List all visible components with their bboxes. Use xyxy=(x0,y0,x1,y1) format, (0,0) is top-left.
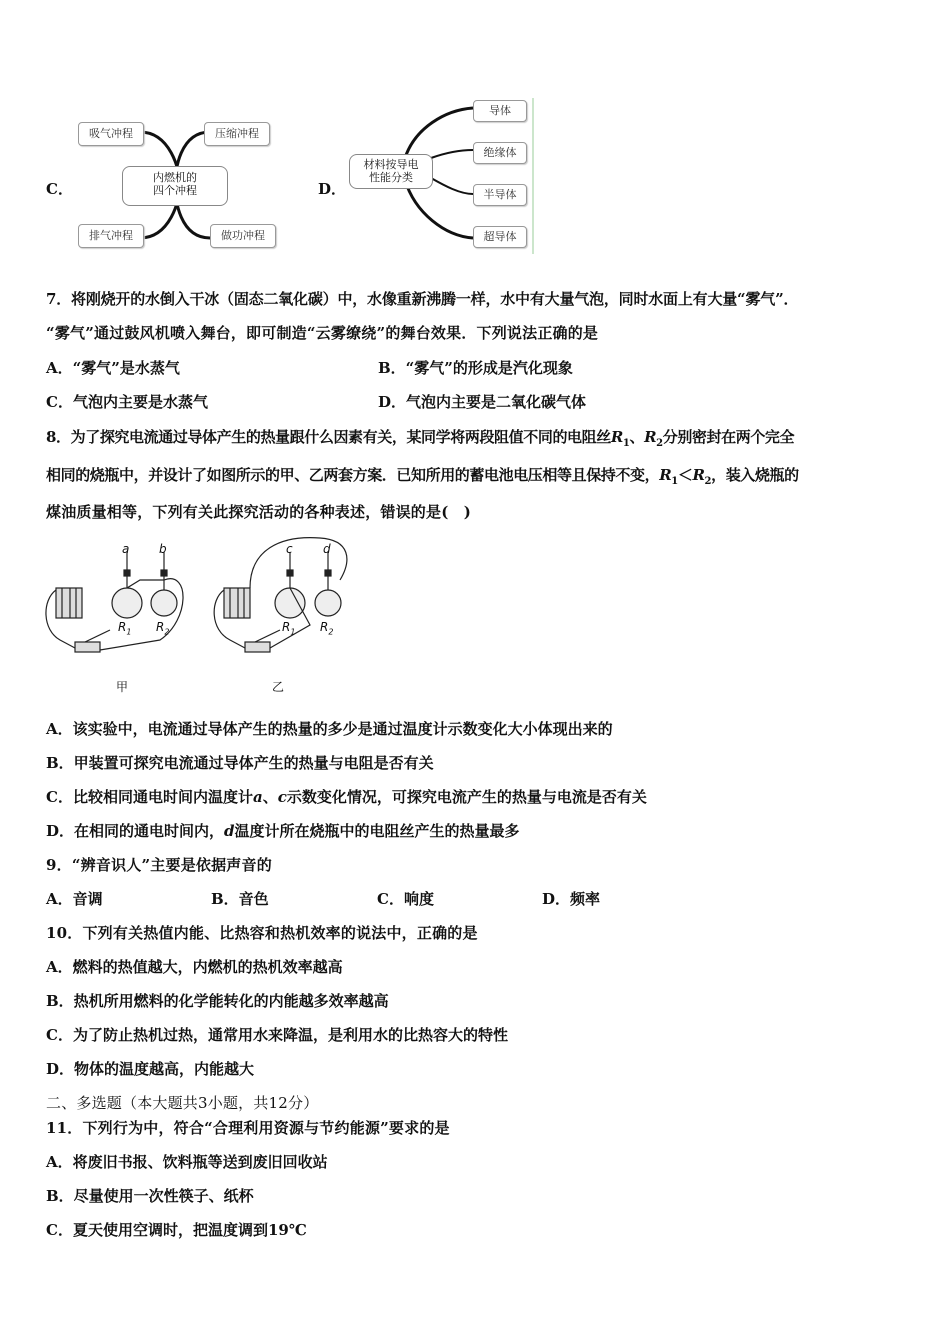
q11-option-c: C．夏天使用空调时，把温度调到19℃ xyxy=(46,1221,307,1239)
fig-yi-r1-sub: 1 xyxy=(290,627,296,637)
q9-option-b: B．音色 xyxy=(211,890,269,908)
q7-option-c: C．气泡内主要是水蒸气 xyxy=(46,393,208,411)
fig-jia-r1 xyxy=(118,620,131,636)
fig-jia-r2 xyxy=(156,620,169,636)
fig-jia-r1-sub: 1 xyxy=(126,627,132,637)
q8-line2-text-a: 相同的烧瓶中，并设计了如图所示的甲、乙两套方案．已知所用的蓄电池电压相等且保持不变， xyxy=(46,466,660,484)
q8-c-text-a: C．比较相同通电时间内温度计 xyxy=(46,788,253,806)
q8-line2-text-g: ，装入烧瓶的 xyxy=(711,466,799,484)
fig-yi-r2-text: R xyxy=(320,620,329,634)
q8-d-var-d: d xyxy=(224,822,235,840)
q9-option-c: C．响度 xyxy=(377,890,434,908)
q8-stem-line1 xyxy=(46,426,794,449)
q8-line1-r2-sub: 2 xyxy=(656,438,663,449)
q9-stem: 9．“辨音识人”主要是依据声音的 xyxy=(46,856,272,874)
q10-stem: 10．下列有关热值内能、比热容和热机效率的说法中，正确的是 xyxy=(46,924,478,942)
mindmap-d-item-1: 导体 xyxy=(473,100,527,122)
circuit-jia xyxy=(46,552,183,652)
q8-circuit-figure xyxy=(40,530,370,700)
fig-jia-r1-text: R xyxy=(118,620,127,634)
q7-stem-line1: 7．将刚烧开的水倒入干冰（固态二氧化碳）中，水像重新沸腾一样，水中有大量气泡，同时水面上有大量“雾气”． xyxy=(46,290,799,308)
q6-mindmap-c xyxy=(70,110,290,260)
mindmap-d-center-line2: 性能分类 xyxy=(369,171,413,184)
fig-label-b: b xyxy=(159,542,167,556)
mindmap-d-item-3: 半导体 xyxy=(473,184,527,206)
q8-option-b: B．甲装置可探究电流通过导体产生的热量与电阻是否有关 xyxy=(46,754,434,772)
q8-line2-r2: R xyxy=(692,466,705,484)
circuit-drawing xyxy=(40,530,370,700)
q10-option-b: B．热机所用燃料的化学能转化的内能越多效率越高 xyxy=(46,992,389,1010)
q6-option-d-label: D． xyxy=(318,180,347,198)
mindmap-c-bottom-right: 做功冲程 xyxy=(210,224,276,248)
mindmap-c-center xyxy=(122,166,228,206)
q8-stem-line3: 煤油质量相等，下列有关此探究活动的各种表述，错误的是( ) xyxy=(46,503,471,521)
fig-jia-r2-sub: 2 xyxy=(164,627,170,637)
q8-line1-text-g: 分别密封在两个完全 xyxy=(662,428,795,446)
fig-caption-jia: 甲 xyxy=(116,680,129,694)
q8-c-sep: 、 xyxy=(262,788,278,806)
q6-option-c-label: C． xyxy=(46,180,73,198)
q8-line2-lt: ＜ xyxy=(677,466,693,484)
q6-mindmap-d xyxy=(345,98,545,254)
mindmap-d-center xyxy=(349,154,433,189)
q8-line1-sep: 、 xyxy=(629,428,645,446)
q10-option-c: C．为了防止热机过热，通常用水来降温，是利用水的比热容大的特性 xyxy=(46,1026,508,1044)
fig-jia-r2-text: R xyxy=(156,620,165,634)
mindmap-c-center-line2: 四个冲程 xyxy=(153,184,197,197)
q9-option-d: D．频率 xyxy=(542,890,601,908)
fig-yi-r2 xyxy=(320,620,333,636)
q8-c-text-e: 示数变化情况，可探究电流产生的热量与电流是否有关 xyxy=(286,788,647,806)
mindmap-c-top-right: 压缩冲程 xyxy=(204,122,270,146)
mindmap-c-center-line1: 内燃机的 xyxy=(153,171,197,184)
q7-option-d: D．气泡内主要是二氧化碳气体 xyxy=(378,393,587,411)
q11-option-a: A．将废旧书报、饮料瓶等送到废旧回收站 xyxy=(46,1153,328,1171)
q8-d-text-c: 温度计所在烧瓶中的电阻丝产生的热量最多 xyxy=(234,822,520,840)
q8-line2-r2-sub: 2 xyxy=(704,476,712,487)
q8-line1-text-a: 8．为了探究电流通过导体产生的热量跟什么因素有关，某同学将两段阻值不同的电阻丝 xyxy=(46,428,611,446)
mindmap-d-item-2: 绝缘体 xyxy=(473,142,527,164)
q7-option-a: A．“雾气”是水蒸气 xyxy=(46,359,180,377)
q11-stem: 11．下列行为中，符合“合理利用资源与节约能源”要求的是 xyxy=(46,1119,450,1137)
mindmap-d-center-line1: 材料按导电 xyxy=(363,158,419,171)
q10-option-a: A．燃料的热值越大，内燃机的热机效率越高 xyxy=(46,958,343,976)
mindmap-d-item-4: 超导体 xyxy=(473,226,527,248)
q8-c-var-a: a xyxy=(252,788,263,806)
fig-label-d: d xyxy=(323,542,331,556)
fig-caption-yi: 乙 xyxy=(272,680,285,694)
q8-option-c xyxy=(46,786,647,807)
fig-yi-r1-text: R xyxy=(282,620,291,634)
q8-stem-line2 xyxy=(46,464,799,487)
mindmap-c-bottom-left: 排气冲程 xyxy=(78,224,144,248)
q8-c-var-c: c xyxy=(277,788,287,806)
q8-option-d xyxy=(46,820,520,841)
fig-label-a: a xyxy=(122,542,130,556)
q9-option-a: A．音调 xyxy=(46,890,103,908)
q8-line2-r1-sub: 1 xyxy=(671,476,678,487)
fig-label-c: c xyxy=(286,542,293,556)
q8-option-a: A．该实验中，电流通过导体产生的热量的多少是通过温度计示数变化大小体现出来的 xyxy=(46,720,613,738)
q10-option-d: D．物体的温度越高，内能越大 xyxy=(46,1060,255,1078)
q8-line1-r1-sub: 1 xyxy=(622,438,630,449)
q11-option-b: B．尽量使用一次性筷子、纸杯 xyxy=(46,1187,254,1205)
q7-option-b: B．“雾气”的形成是汽化现象 xyxy=(378,359,573,377)
fig-yi-r1 xyxy=(282,620,295,636)
q7-stem-line2: “雾气”通过鼓风机喷入舞台，即可制造“云雾缭绕”的舞台效果．下列说法正确的是 xyxy=(46,324,599,342)
mindmap-c-top-left: 吸气冲程 xyxy=(78,122,144,146)
section-heading-multi-choice: 二、多选题（本大题共3小题，共12分） xyxy=(46,1094,319,1112)
q8-line1-r1: R xyxy=(610,428,623,446)
q8-line1-r2: R xyxy=(644,428,657,446)
q8-d-text-a: D．在相同的通电时间内， xyxy=(46,822,225,840)
fig-yi-r2-sub: 2 xyxy=(328,627,334,637)
q8-line2-r1: R xyxy=(659,466,672,484)
